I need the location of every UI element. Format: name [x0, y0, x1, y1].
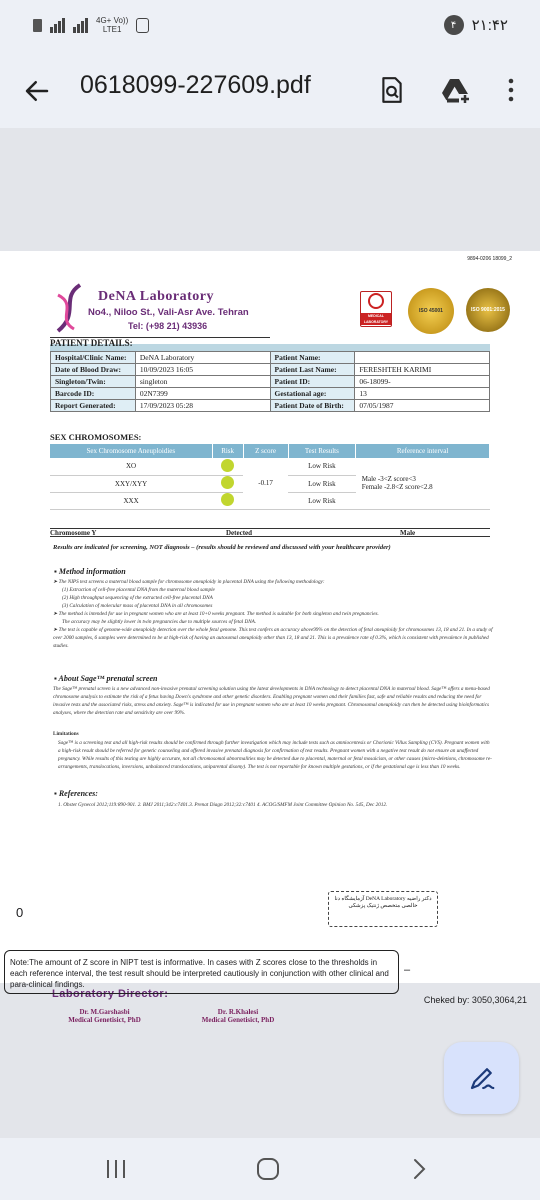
about-title: ▪ About Sage™ prenatal screen: [54, 674, 158, 683]
sex-table-header: Risk: [212, 444, 243, 458]
pen-scribble-icon: [467, 1063, 497, 1093]
back-arrow-icon[interactable]: [22, 76, 52, 106]
signature-khalesi: Dr. R.Khalesi Medical Genetisict, PhD: [201, 1008, 275, 1024]
patient-cell: 06-18099-: [355, 376, 490, 388]
sex-table-header: Z score: [243, 444, 288, 458]
chromosome-y-sex: Male: [400, 529, 416, 537]
patient-cell: 07/05/1987: [355, 400, 490, 412]
signature-garshasbi: Dr. M.Garshasbi Medical Genetisict, PhD: [68, 1008, 141, 1024]
signal-strength-2-icon: [73, 17, 88, 33]
sex-chromosomes-title: SEX CHROMOSOMES:: [50, 432, 142, 442]
aneuploidy-name: XXX: [50, 492, 212, 509]
patient-cell: Patient ID:: [270, 376, 355, 388]
sex-table-header: Test Results: [288, 444, 356, 458]
patient-cell: Gestational age:: [270, 388, 355, 400]
patient-row: [51, 352, 490, 364]
limitations-title: Limitations: [53, 731, 79, 737]
sim-icon: [33, 19, 42, 32]
patient-cell: Barcode ID:: [51, 388, 136, 400]
lab-director-title: Laboratory Director:: [52, 988, 169, 1000]
patient-row: [51, 400, 490, 412]
screening-disclaimer: Results are indicated for screening, NOT diagnosis – (results should be reviewed and discussed with your healthcare provider): [53, 544, 391, 551]
notification-count-badge: ۴: [444, 15, 464, 35]
recycle-icon: [136, 18, 149, 33]
limitations-body: Sage™ is a screening test and all high-risk results should be confirmed through further investigation which may include tests such as amniocentesis or Chorionic Villus Sampling (CVS). Pregnant women with a high-risk result should be referred for genetic counseling and offered invasive prenatal diagnosis for confirmation of test results. Pregnant women with a negative test result do not ensure an unaffected pregnancy. While results of this testing are highly accurate, not all chromosomal abnormalities may be detected due to placental, maternal or fetal mosaicism, or other causes (micro-deletions, chromosome re-arrangements, translocations, inversions, unbalanced translocations, uniparental disomy). The test is not reportable for known multiple gestations, or if the gestational age is less than 10 weeks.: [58, 740, 492, 770]
patient-cell: Patient Date of Birth:: [270, 400, 355, 412]
clock: ۲۱:۴۲: [471, 17, 508, 34]
reference-interval: [356, 458, 490, 509]
chromosome-y-label: Chromosome Y: [50, 529, 97, 537]
sex-table-row: [50, 458, 490, 475]
test-result: Low Risk: [288, 458, 356, 475]
patient-cell: singleton: [135, 376, 270, 388]
lab-address: No4., Niloo St., Vali-Asr Ave. Tehran: [88, 307, 249, 318]
patient-details-title: PATIENT DETAILS:: [50, 337, 270, 351]
patient-cell: Patient Last Name:: [270, 364, 355, 376]
network-type-indicator: 4G+ Vo)) LTE1: [96, 16, 129, 34]
risk-dot-icon: [221, 493, 234, 506]
patient-cell: DeNA Laboratory: [135, 352, 270, 364]
patient-cell: 13: [355, 388, 490, 400]
risk-indicator: [212, 458, 243, 475]
sex-chromosome-table: [50, 444, 490, 510]
edit-annotate-button[interactable]: [444, 1042, 519, 1114]
patient-cell: Singleton/Twin:: [51, 376, 136, 388]
patient-cell: Date of Blood Draw:: [51, 364, 136, 376]
iso-9001-badge: ISO 9001:2015: [466, 288, 510, 332]
method-title: ▪ Method information: [54, 567, 126, 576]
signal-strength-1-icon: [50, 17, 65, 33]
risk-dot-icon: [221, 476, 234, 489]
test-result: Low Risk: [288, 475, 356, 492]
patient-cell: 17/09/2023 05:28: [135, 400, 270, 412]
about-body: The Sage™ prenatal screen is a new advanced non-invasive prenatal screening solution using the latest developments in DNA technology to detect placental DNA in maternal blood. Sage™ offers a menu-based chromosome analysis to estimate the risk of a fetus having Down's syndrome and other genetic disorders. Enabling pregnant women and their families fast, safe and reliable results and reducing the need for invasive tests and the associated risks, stress and anxiety. Sage™ is indicated for use in pregnant women who are at least 10 weeks pregnant. Chromosomal aneuploidy can then be detected using bioinformatics analyses, where the detection rate and sensitivity are over 99%.: [53, 686, 490, 716]
method-body: ➤ The NIPS test screens a maternal blood sample for chromosome aneuploidy in placental DNA using the following methodology: (1) Extraction of cell-free placental DNA from the maternal blood sample (2) High throughput sequencing of the extracted cell-free placental DNA (3) Calculation of molecular mass of placental DNA in all chromosomes ➤ The method is intended for use in pregnant women who are at least 10+0 weeks pregnant. The method is suitable for both singleton and twin pregnancies. The accuracy may be slightly lower in twin pregnancies due to multiple sources of fetal DNA. ➤ The test is capable of genome-wide aneuploidy detection over the whole fetal genome. This test confers an accuracy above99% on the detection of fetal aneuploidy for chromosomes 13, 18 and 21. In a study of over 2000 samples, 6 samples were determined to be at high-risk of having an autosomal aneuploidy other than 13, 18 and 21. This is a prevalence rate of 0.3%, which is consistent with prevalence in published studies.: [53, 579, 493, 649]
z-score-value: -0.17: [243, 458, 288, 509]
patient-cell: FERESHTEH KARIMI: [355, 364, 490, 376]
ref-female: Female -2.8<Z score<2.8: [361, 483, 433, 492]
app-bar: [0, 56, 540, 128]
chromosome-y-row: [50, 528, 490, 537]
test-result: Low Risk: [288, 492, 356, 509]
home-icon[interactable]: [256, 1158, 280, 1180]
note-dash: –: [404, 964, 411, 976]
sex-table-header: Sex Chromosome Aneuploidies: [50, 444, 212, 458]
aneuploidy-name: XO: [50, 458, 212, 475]
recent-apps-icon[interactable]: [104, 1158, 128, 1180]
dna-logo-icon: [50, 283, 90, 333]
lab-name: DeNA Laboratory: [98, 289, 214, 304]
system-navigation-bar: [0, 1138, 540, 1200]
aneuploidy-name: XXY/XYY: [50, 475, 212, 492]
file-title: 0618099-227609.pdf: [80, 71, 311, 99]
chromosome-y-detected: Detected: [226, 529, 253, 537]
references-title: ▪ References:: [54, 789, 98, 798]
add-to-drive-icon[interactable]: [438, 72, 474, 108]
back-nav-icon[interactable]: [408, 1158, 430, 1180]
iso-45001-badge: ISO 45001: [408, 288, 454, 334]
patient-row: [51, 388, 490, 400]
search-in-document-icon[interactable]: [374, 72, 410, 108]
patient-cell: [355, 352, 490, 364]
patient-details-table: [50, 351, 490, 412]
patient-cell: Report Generated:: [51, 400, 136, 412]
patient-row: [51, 376, 490, 388]
pdf-viewer[interactable]: [0, 128, 540, 1138]
risk-indicator: [212, 475, 243, 492]
status-bar: [0, 0, 540, 56]
reference-code: 9894-0206 18099_2: [467, 256, 512, 262]
z-score-note: Note:The amount of Z score in NIPT test is informative. In cases with Z scores close to the thresholds in each reference interval, the test result should be interpreted cautiously in conjunction with other clinical and para-clinical findings.: [4, 950, 399, 994]
references-body: 1. Obstet Gynecol 2012;119:890-901. 2. BMJ 2011;342:c7401.3. Prenat Diagn 2012;32:c7401 4. ACOG/SMFM Joint Committee Opinion No. 545, Dec 2012.: [58, 802, 388, 808]
patient-cell: 10/09/2023 16:05: [135, 364, 270, 376]
medical-lab-badge: MEDICAL LABORATORY: [360, 291, 392, 327]
margin-zero: 0: [16, 905, 24, 920]
risk-indicator: [212, 492, 243, 509]
checked-by: Cheked by: 3050,3064,21: [423, 995, 527, 1005]
ref-male: Male -3<Z score<3: [361, 475, 416, 484]
more-options-icon[interactable]: [493, 72, 529, 108]
patient-cell: Hospital/Clinic Name:: [51, 352, 136, 364]
sex-table-header: Reference interval: [356, 444, 490, 458]
patient-cell: Patient Name:: [270, 352, 355, 364]
lab-telephone: Tel: (+98 21) 43936: [128, 321, 208, 331]
patient-row: [51, 364, 490, 376]
lab-stamp: آزمایشگاه دنا DeNA Laboratory دکتر راضیه خالصی متخصص ژنتیک پزشکی: [328, 891, 438, 927]
risk-dot-icon: [221, 459, 234, 472]
patient-cell: 02N7399: [135, 388, 270, 400]
